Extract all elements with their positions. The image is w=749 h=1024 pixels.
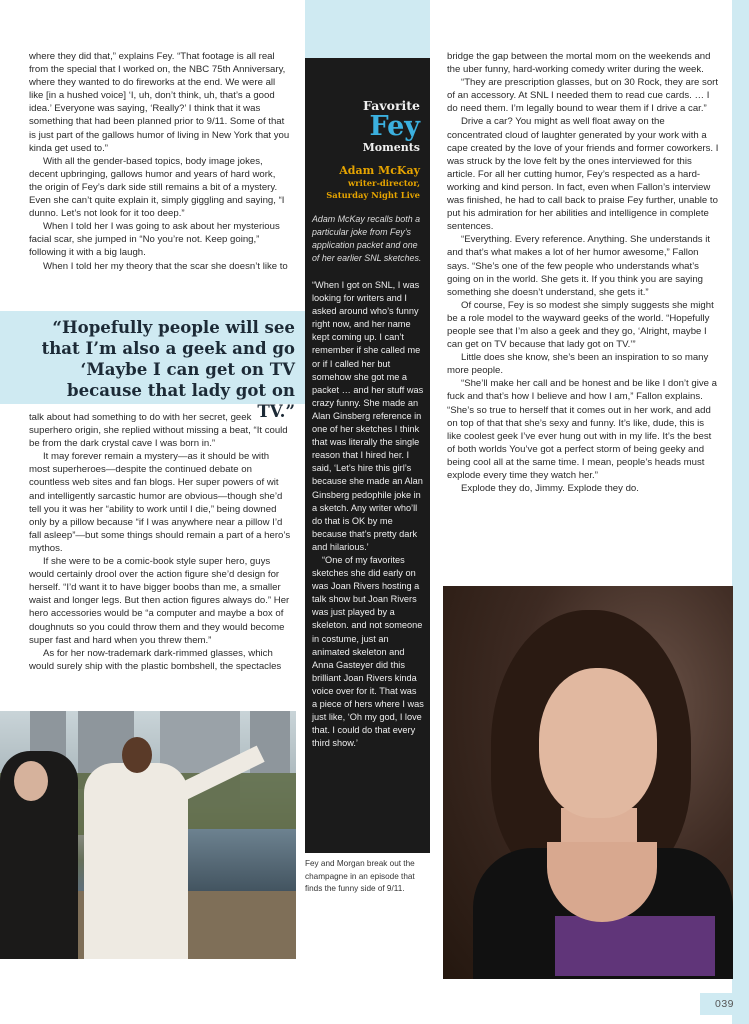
sidebar-title-favorite: Favorite	[363, 98, 420, 113]
paragraph: “One of my favorites sketches she did early on was Joan Rivers hosting a talk show but Joan Rivers was just played by a skeleton. and not someone in costume, just an animated skeleton and Anna Gasteyer did this brilliant Joan Rivers kinda voice over for it. That was a piece of hers where I was just like, ‘Oh my god, I love that. I could do that every third show.’	[312, 554, 424, 749]
paragraph: When I told her my theory that the scar she doesn’t like to	[43, 260, 288, 272]
paragraph: With all the gender-based topics, body image jokes, decent upbringing, gallows humor and years of hard work, the origin of Fey’s dark side still remains a bit of a mystery. Even she can’t quite explain it, simply giggling and saying, “I dunno. Let’s not look for it too deep.”	[29, 155, 285, 220]
pull-quote: “Hopefully people will see that I’m also a geek and go ‘Maybe I can get on TV because that lady got on TV.”	[0, 311, 305, 404]
tina-fey-portrait-photo	[443, 586, 733, 979]
sidebar-intro: Adam McKay recalls both a particular joke from Fey’s application packet and one of her earlier SNL sketches.	[312, 214, 422, 263]
sidebar-title-fey: Fey	[369, 111, 420, 142]
header-accent-strip	[305, 0, 430, 58]
page-number: 039	[700, 993, 749, 1015]
article-column-3	[447, 50, 720, 495]
favorite-fey-moments-sidebar	[305, 58, 430, 853]
article-column-1-bottom	[29, 411, 291, 673]
page-edge-strip	[732, 0, 749, 1024]
sidebar-body	[312, 279, 424, 750]
paragraph: bridge the gap between the mortal mom on the weekends and the uber funny, hard-working comedy writer during the week.	[447, 51, 711, 76]
sidebar-title-moments: Moments	[362, 141, 420, 154]
fey-morgan-champagne-photo	[0, 711, 296, 959]
paragraph: “When I got on SNL, I was looking for writers and I asked around who’s funny right now, and her name kept coming up. I can’t remember if she called me or if I called her but somehow she got me a packet … and her stuff was crazy funny. She made an Alan Ginsberg reference in one of her sketches I think that was literally the single reason that I hired her. I said, ‘Let’s hire this girl’s because she made an Alan Ginsberg pedophile joke in a sketch. Any writer who’ll do that is OK by me because that’s pretty dark and hilarious.’	[312, 280, 424, 552]
paragraph: talk about had something to do with her secret, geek superhero origin, she replied without missing a beat, “It could be from the dark crystal cave I was born in.”	[29, 412, 288, 450]
paragraph: “They are prescription glasses, but on 30 Rock, they are sort of an accessory. At SNL I needed them to read cue cards. … I do need them. I’m legally bound to wear them if I drive a car.”	[447, 77, 719, 115]
paragraph: If she were to be a comic-book style super hero, guys would certainly drool over the action figure she’d design for herself. “I’d want it to have bigger boobs than me, a smaller waist and longer legs. But then action figures always do.” Her hero accessories would be “a computer and maybe a box of doughnuts so you could throw them and they would become super fast and hard when you threw them.”	[29, 556, 290, 646]
paragraph: Little does she know, she’s been an inspiration to so many more people.	[447, 352, 709, 377]
paragraph: When I told her I was going to ask about her mysterious facial scar, she jumped in “No you’re not. Keep going,” following it with a big laugh.	[29, 221, 280, 259]
paragraph: where they did that,” explains Fey. “That footage is all real from the special that I worked on, the NBC 75th Anniversary, where they wanted to do fireworks at the end. We were all like [in a hushed voice] ‘I, uh, don’t think, uh, that’s a good idea.’ Everyone was saying, ‘Really?’ I think that it was something that had been planned prior to 9/11. Some of that is just part of the gallows humor of living in New York that you kinda get used to.”	[29, 51, 290, 154]
paragraph: As for her now-trademark dark-rimmed glasses, which would surely ship with the plastic bombshell, the spectacles	[29, 647, 282, 672]
paragraph: “Everything. Every reference. Anything. She understands it and that’s what makes a lot of her humor awesome,” Fallon says. “She’s one of the few people who understands what’s going on in the world. She gets it. If you think you are saying something she doesn’t understand, she gets it.”	[447, 234, 711, 298]
article-column-1-top	[29, 50, 291, 273]
paragraph: Drive a car? You might as well float away on the concentrated cloud of laughter generated by your work with a cape created by the love of your friends and former coworkers. I was struck by the love felt by the ones interviewed for this article. For all her cutting humor, Fey’s respected as a hard-working and kind person. In fact, even when Fallon’s interview was finished, he had to call back to praise Fey further, unable to put his admiration for her abilities and intelligence in complete sentences.	[447, 116, 719, 233]
photo-caption: Fey and Morgan break out the champagne in an episode that finds the funny side of 9/11.	[305, 859, 415, 893]
sidebar-contributor-role: writer-director, Saturday Night Live	[326, 178, 420, 200]
paragraph: Explode they do, Jimmy. Explode they do.	[461, 483, 639, 495]
sidebar-header	[305, 58, 430, 201]
paragraph: “She’ll make her call and be honest and be like I don’t give a fuck and that’s how I believe and how I am,” Fallon explains. “She’s so true to herself that it comes out in her work, and add on top of that that she’s sexy and funny. It’s like, dude, this is like coolest geek I’ve ever hung out with in my life. It’s the best of both worlds You’ve got a perfect storm of being geeky and being cool all at the same time. I mean, people’s heads must explode every time they watch her.”	[447, 378, 717, 481]
paragraph: It may forever remain a mystery—as it should be with most superheroes—despite the continued debate on countless web sites and fan blogs. Her super powers of wit and intelligently sarcastic humor are obvious—though she’d tell you it was her “ability to work until I die,” being downed only by a pillow because “if I was anywhere near a pillow I’d fall asleep”—but some things should remain a part of a hero’s mythos.	[29, 451, 291, 554]
paragraph: Of course, Fey is so modest she simply suggests she might be a role model to the wayward geeks of the world. “Hopefully people see that I’m also a geek and they go, ‘Alright, maybe I can get on TV because that lady got on TV.’”	[447, 299, 714, 351]
sidebar-contributor-name: Adam McKay	[339, 164, 420, 177]
